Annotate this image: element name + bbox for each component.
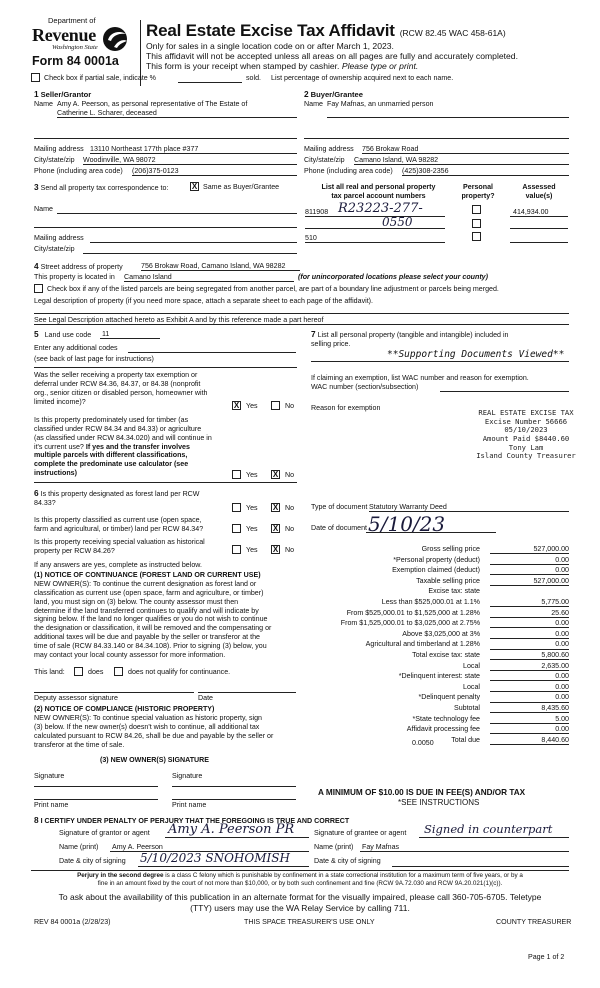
see-instructions: *SEE INSTRUCTIONS (398, 798, 480, 807)
calc-value[interactable]: 527,000.00 (533, 576, 569, 585)
historic-question: Is this property receiving special valuation as historical property per RCW 84.26? (34, 538, 205, 555)
timber-question: Is this property predominately used for timber (as classified under RCW 84.34 and 84.33) or agriculture (as classified under RCW 84.34.020) and will continue in it's current use? If yes and the transfer involves multiple parcels with different classifications, complete the predominate use calculator (see instructions) (34, 416, 212, 478)
sec3-mail-label: Mailing address (34, 234, 84, 242)
forest-no-label: No (285, 504, 295, 512)
notice-continuance-line: classification as current use (open space, farm and agriculture, or timber) (34, 588, 264, 597)
buyer-name[interactable]: Fay Mafnas, an unmarried person (327, 100, 434, 108)
exemption-question: Was the seller receiving a property tax exemption or deferral under RCW 84.36, 84.37, or 84.38 (nonprofit org., senior citizen or disabled person, homeowner with limited income)? (34, 371, 208, 406)
historic-yes-checkbox[interactable] (232, 545, 241, 554)
buyer-city[interactable]: Camano Island, WA 98282 (354, 156, 439, 164)
current-use-yes-label: Yes (246, 525, 258, 533)
deputy-date-label: Date (198, 694, 213, 702)
calc-label: Local (463, 682, 480, 691)
current-use-question: Is this property classified as current use (open space, farm and agricultural, or timber) land per RCW 84.34? (34, 516, 204, 533)
signature-label-1: Signature (34, 772, 65, 780)
seller-name-line1[interactable]: Amy A. Peerson, as personal representative of The Estate of (57, 100, 248, 108)
calc-value-line (490, 564, 569, 565)
minimum-due-note: A MINIMUM OF $10.00 IS DUE IN FEE(S) AND/OR TAX (318, 788, 526, 797)
grantee-date-label: Date & city of signing (314, 857, 381, 865)
calc-value[interactable]: 8,440.60 (541, 735, 569, 744)
calc-value[interactable]: 5.00 (555, 714, 569, 723)
calc-label: Total due (451, 735, 480, 744)
deputy-signature-line[interactable] (34, 692, 194, 693)
personal-property-checkbox-1[interactable] (472, 205, 481, 214)
calc-value-line (490, 627, 569, 628)
historic-yes-label: Yes (246, 546, 258, 554)
calc-label: *State technology fee (412, 714, 480, 723)
this-land-label: This land: (34, 668, 65, 676)
doc-type[interactable]: Statutory Warranty Deed (369, 503, 447, 511)
certify-title: 8 I CERTIFY UNDER PENALTY OF PERJURY THAT THE FOREGOING IS TRUE AND CORRECT (34, 815, 350, 825)
calc-label: Total excise tax: state (412, 651, 480, 659)
located-in-note: (for unincorporated locations please select your county) (298, 273, 488, 281)
calc-value-line (490, 617, 569, 618)
stamp-line: 05/10/2023 (504, 425, 548, 435)
supporting-docs-viewed: **Supporting Documents Viewed** (387, 349, 565, 360)
calc-value-line (490, 744, 569, 745)
new-owner-signature-title: (3) NEW OWNER(S) SIGNATURE (100, 756, 210, 764)
land-does-label: does (88, 668, 104, 676)
calc-value-line (490, 733, 569, 734)
header-line2: This affidavit will not be accepted unless all areas on all pages are fully and accurately completed. (146, 51, 518, 61)
grantor-name[interactable]: Amy A. Peerson (112, 843, 163, 851)
calc-value[interactable]: 2,635.00 (541, 661, 569, 670)
located-in[interactable]: Camano Island (124, 273, 172, 281)
grantor-name-label: Name (print) (59, 843, 99, 851)
treasurer-stamp (466, 409, 586, 461)
ownership-note: List percentage of ownership acquired next to each name. (271, 74, 454, 82)
additional-codes-label: Enter any additional codes (34, 344, 118, 352)
sec3-city-label: City/state/zip (34, 245, 75, 253)
treasurer-use-only: THIS SPACE TREASURER'S USE ONLY (244, 918, 375, 926)
wac-number-field[interactable] (440, 391, 569, 392)
calc-value[interactable]: 527,000.00 (533, 545, 569, 553)
doc-date-label: Date of document (311, 524, 367, 532)
segregated-checkbox[interactable] (34, 284, 43, 293)
calc-label: Less than $525,000.01 at 1.1% (381, 598, 480, 606)
buyer-mail-label: Mailing address (304, 145, 354, 153)
notice-continuance-text (34, 580, 271, 660)
page-number: Page 1 of 2 (528, 953, 565, 961)
buyer-city-label: City/state/zip (304, 156, 345, 164)
street-address[interactable]: 756 Brokaw Road, Camano Island, WA 98282 (141, 262, 286, 270)
grantee-name-label: Name (print) (314, 843, 354, 851)
timber-no-label: No (285, 471, 295, 479)
revenue-logo-icon (102, 26, 130, 52)
doc-type-label: Type of document (311, 503, 368, 511)
additional-codes-note: (see back of last page for instructions) (34, 355, 154, 363)
notice-continuance-line: signing below. If the land no longer qualifies or you do not wish to continue (34, 615, 268, 624)
seller-mail-label: Mailing address (34, 145, 84, 153)
calc-label: Local (463, 661, 480, 670)
print-name-label-2: Print name (172, 801, 207, 809)
calc-value-line (490, 702, 569, 703)
notice-compliance-line: NEW OWNER(S): To continue special valuation as historic property, sign (34, 714, 263, 722)
buyer-name-label: Name (304, 100, 323, 108)
calc-value[interactable]: 8,435.60 (541, 704, 569, 712)
calc-value-line (490, 723, 569, 724)
grantee-date-field[interactable] (392, 866, 569, 867)
grantor-signature-label: Signature of grantor or agent (59, 829, 150, 837)
calc-label: From $1,525,000.01 to $3,025,000 at 2.75% (340, 619, 480, 628)
dept-logo-line2: Revenue (32, 25, 96, 45)
land-does-not-label: does not qualify for continuance. (128, 668, 231, 676)
forest-yes-checkbox[interactable] (232, 503, 241, 512)
calc-value-line (490, 649, 569, 650)
notice-continuance-title: (1) NOTICE OF CONTINUANCE (FOREST LAND OR CURRENT USE) (34, 571, 261, 579)
exemption-yes-label: Yes (246, 402, 258, 410)
calc-label: *Delinquent interest: state (398, 672, 480, 681)
calc-label: Exemption claimed (deduct) (392, 566, 480, 575)
signature-label-2: Signature (172, 772, 203, 780)
dept-logo-line1: Department of (48, 16, 96, 25)
notice-continuance-line: NEW OWNER(S): To continue the current designation as forest land or (34, 580, 257, 588)
parcel-number-1[interactable]: 811908 (305, 208, 329, 216)
alternate-format-notice: To ask about the availability of this publication in an alternate format for the visually impaired, please call 360-705-6705. Teletype (TTY) users may use the WA Relay Service by calling 711. (58, 892, 542, 914)
new-owner-signature-1[interactable] (34, 786, 158, 787)
current-use-no-label: No (285, 525, 295, 533)
calc-value-line (490, 553, 569, 554)
same-as-buyer-checkbox[interactable]: X (191, 182, 198, 191)
stamp-line: Excise Number 56666 (484, 416, 568, 426)
calc-value[interactable]: 0.00 (555, 566, 569, 575)
grantor-date-label: Date & city of signing (59, 857, 126, 865)
calc-value[interactable]: 0.00 (555, 672, 569, 681)
timber-yes-label: Yes (246, 471, 258, 479)
personal-property-checkbox-3[interactable] (472, 232, 481, 241)
land-does-not-checkbox[interactable] (114, 667, 123, 676)
notice-continuance-line: the designation or classification, it will be removed and the compensating or (34, 624, 272, 633)
historic-no-label: No (285, 546, 295, 554)
same-as-buyer-label: Same as Buyer/Grantee (203, 183, 280, 191)
located-in-label: This property is located in (34, 273, 115, 281)
new-owner-print-1[interactable] (34, 799, 158, 800)
form-number: Form 84 0001a (32, 54, 119, 68)
calc-value-line (490, 585, 569, 586)
timber-no-checkbox[interactable]: X (272, 470, 279, 479)
exemption-no-checkbox[interactable] (271, 401, 280, 410)
sec3-name-label: Name (34, 205, 53, 213)
seller-heading: 1 Seller/Grantor (34, 89, 92, 99)
partial-sale-checkbox[interactable] (31, 73, 40, 82)
buyer-phone[interactable]: (425)308-2356 (402, 167, 449, 175)
partial-sale-suffix: sold. (246, 74, 261, 82)
wac-exemption-label: If claiming an exemption, list WAC number and reason for exemption. WAC number (section/subsection) (311, 374, 529, 391)
new-owner-print-2[interactable] (172, 799, 296, 800)
calc-value[interactable]: 0.00 (555, 629, 569, 638)
calc-value[interactable]: 0.00 (555, 640, 569, 649)
perjury-notice: Perjury in the second degree is a class C felony which is punishable by confinement in a state correctional institution for a maximum term of five years, or by a fine in an amount fixed by the court of not more than $10,000, or by both such confinement and fine (RCW 9A.72.030 and RCW 9A.20.021(1)(c)). (77, 872, 523, 887)
header-line1: Only for sales in a single location code on or after March 1, 2023. (146, 41, 394, 51)
deputy-date-line[interactable] (198, 692, 296, 693)
legal-description[interactable]: See Legal Description attached hereto as Exhibit A and by this reference made a part hereof (34, 316, 324, 324)
seller-name-line2[interactable]: Catherine L. Scharer, deceased (57, 109, 157, 117)
seller-phone[interactable]: (206)375-0123 (132, 167, 179, 175)
calc-value-line (490, 638, 569, 639)
notice-compliance-line: transferor at the time of sale. (34, 740, 125, 749)
calc-value-line (490, 691, 569, 692)
calc-value-line (490, 574, 569, 575)
land-use-label: 5 Land use code (34, 329, 92, 339)
personal-col-header: Personal property? (461, 183, 495, 200)
land-does-checkbox[interactable] (74, 667, 83, 676)
calc-value[interactable]: 25.60 (551, 608, 569, 617)
personal-property-checkbox-2[interactable] (472, 219, 481, 228)
stamp-line: Tony Lam (508, 442, 544, 452)
page-title: Real Estate Excise Tax Affidavit (RCW 82.45 WAC 458-61A) (146, 21, 506, 40)
reason-exemption-label: Reason for exemption (311, 404, 381, 412)
calc-value-line (490, 712, 569, 713)
doc-date-handwritten: 5/10/23 (368, 512, 446, 536)
stamp-line: REAL ESTATE EXCISE TAX (478, 408, 574, 417)
seller-mail[interactable]: 13110 Northeast 177th place #377 (90, 145, 199, 153)
notice-compliance-title: (2) NOTICE OF COMPLIANCE (HISTORIC PROPERTY) (34, 705, 215, 713)
calc-label: Gross selling price (421, 545, 480, 553)
parcel-col-header: List all real and personal property tax parcel account numbers (321, 183, 436, 200)
header-line3: This form is your receipt when stamped by cashier. Please type or print. (146, 61, 419, 71)
notice-continuance-line: land, you must sign on (3) below. The county assessor must then (34, 597, 239, 606)
exemption-no-label: No (285, 402, 295, 410)
calc-value[interactable]: 5,800.60 (541, 651, 569, 659)
calc-label: Taxable selling price (416, 576, 480, 585)
grantee-name[interactable]: Fay Mafnas (362, 843, 400, 851)
new-owner-signature-2[interactable] (172, 786, 296, 787)
notice-continuance-line: additional taxes will be due and payable by the seller or transferor at the (34, 633, 260, 642)
notice-continuance-line: time of sale (RCW 84.33.140 or 84.34.108). Prior to signing (3) below, you (34, 642, 267, 651)
calc-label: *Delinquent penalty (418, 693, 480, 702)
buyer-mail[interactable]: 756 Brokaw Road (362, 145, 419, 153)
timber-yes-checkbox[interactable] (232, 470, 241, 479)
print-name-label-1: Print name (34, 801, 69, 809)
forest-land-question: 6 Is this property designated as forest land per RCW 84.33? (34, 488, 200, 507)
partial-sale-label: Check box if partial sale, indicate % (44, 74, 156, 82)
legal-description-label: Legal description of property (if you need more space, attach a separate sheet to each page of the affidavit). (34, 297, 374, 305)
forest-no-checkbox[interactable]: X (272, 503, 279, 512)
buyer-heading: 2 Buyer/Grantee (304, 89, 363, 99)
seller-city[interactable]: Woodinville, WA 98072 (83, 156, 156, 164)
calc-label: Above $3,025,000 at 3% (402, 629, 480, 638)
current-use-yes-checkbox[interactable] (232, 524, 241, 533)
forest-yes-label: Yes (246, 504, 258, 512)
seller-phone-label: Phone (including area code) (34, 167, 123, 175)
calc-value[interactable]: 5,775.00 (541, 598, 569, 606)
grantee-signature-handwritten: Signed in counterpart (424, 822, 553, 836)
assessed-col-header: Assessed value(s) (522, 183, 556, 200)
segregated-label: Check box if any of the listed parcels are being segregated from another parcel, are part of a boundary line adjustment or parcels being merged. (47, 285, 499, 293)
assessed-value-1[interactable]: 414,934.00 (513, 208, 549, 216)
calc-value-line (490, 606, 569, 607)
stamp-line: Island County Treasurer (476, 451, 576, 461)
grantee-signature-label: Signature of grantee or agent (314, 829, 407, 837)
sec6-note: If any answers are yes, complete as instructed below. (34, 561, 202, 569)
current-use-no-checkbox[interactable]: X (272, 524, 279, 533)
historic-no-checkbox[interactable]: X (272, 545, 279, 554)
form-revision: REV 84 0001a (2/28/23) (34, 918, 111, 926)
exemption-yes-checkbox[interactable]: X (233, 401, 240, 410)
dept-logo-line3: Washington State (52, 44, 98, 51)
sec3-correspondence: 3 Send all property tax correspondence to: (34, 182, 169, 192)
seller-name-label: Name (34, 100, 53, 108)
notice-continuance-line: may contact your local county assessor for more information. (34, 650, 226, 659)
calc-label: Subtotal (453, 704, 480, 712)
calc-label: Agricultural and timberland at 1.28% (365, 640, 480, 649)
calc-label: From $525,000.01 to $1,525,000 at 1.28% (346, 608, 480, 617)
notice-compliance-line: (3) below. If the new owner(s) doesn't wish to continue, all additional tax (34, 722, 260, 731)
calc-value-line (490, 670, 569, 671)
calc-value[interactable]: 0.00 (555, 619, 569, 628)
calc-label: Excise tax: state (428, 587, 480, 596)
personal-property-label: 7 List all personal property (tangible and intangible) included in selling price. (311, 329, 509, 348)
land-use-code[interactable]: 11 (102, 330, 110, 338)
deputy-signature-label: Deputy assessor signature (34, 694, 118, 702)
street-address-label: 4 Street address of property (34, 261, 123, 271)
calc-label: *Personal property (deduct) (393, 555, 480, 564)
county-treasurer: COUNTY TREASURER (496, 918, 572, 926)
calc-value-line (490, 680, 569, 681)
stamp-line: Amount Paid $8440.60 (482, 433, 570, 443)
calc-label: Affidavit processing fee (406, 725, 480, 734)
notice-continuance-line: determine if the land transferred continues to qualify and will indicate by (34, 606, 259, 615)
calc-value[interactable]: 0.00 (555, 693, 569, 702)
calc-value-line (490, 659, 569, 660)
seller-city-label: City/state/zip (34, 156, 75, 164)
parcel-handwritten-2: 0550 (382, 215, 413, 229)
parcel-number-2[interactable]: 510 (305, 234, 317, 242)
notice-compliance-text (34, 714, 273, 749)
calc-value[interactable]: 0.00 (555, 555, 569, 564)
buyer-phone-label: Phone (including area code) (304, 167, 393, 175)
calc-value[interactable]: 0.00 (555, 725, 569, 734)
partial-sale-percent-field[interactable] (178, 82, 242, 83)
grantor-signature-handwritten: Amy A. Peerson PR (168, 822, 295, 837)
calc-value[interactable]: 0.00 (555, 682, 569, 691)
notice-compliance-line: calculated pursuant to RCW 84.26, shall be due and payable by the seller or (34, 731, 274, 740)
local-rate: 0.0050 (412, 739, 434, 747)
grantor-date-handwritten: 5/10/2023 SNOHOMISH (140, 851, 290, 865)
parcel-handwritten-1: R23223-277- (338, 201, 423, 216)
